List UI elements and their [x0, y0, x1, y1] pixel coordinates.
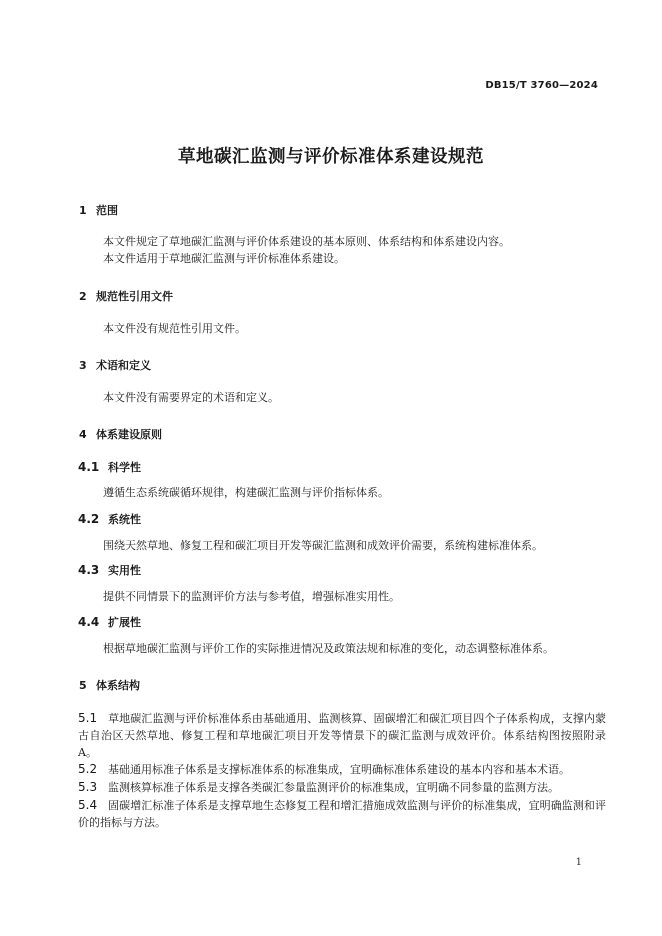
section-number: 4 [79, 428, 87, 441]
clause-5-2 [78, 761, 606, 778]
subsection-title: 系统性 [108, 513, 141, 526]
subsection-4-2-heading [78, 511, 141, 527]
section-3-heading [79, 357, 151, 373]
subsection-number: 4.2 [78, 512, 100, 526]
document-code: DB15/T 3760—2024 [485, 80, 598, 91]
page-number: 1 [575, 857, 582, 868]
subsection-title: 扩展性 [108, 616, 141, 629]
clause-5-1 [78, 710, 606, 761]
subsection-number: 4.3 [78, 563, 100, 577]
clause-text: 监测核算标准子体系是支撑各类碳汇参量监测评价的标准集成，宜明确不同参量的监测方法。 [108, 781, 559, 794]
section-number: 1 [79, 204, 87, 217]
section-number: 2 [79, 290, 87, 303]
subsection-4-4-heading [78, 614, 141, 630]
section-1-heading [79, 202, 118, 218]
subsection-4-3-heading [78, 562, 141, 578]
document-title: 草地碳汇监测与评价标准体系建设规范 [178, 147, 484, 167]
clause-5-4 [78, 797, 606, 831]
section-title: 规范性引用文件 [96, 290, 173, 303]
section-4-heading [79, 426, 162, 442]
subsection-number: 4.1 [78, 460, 100, 474]
section-title: 体系结构 [96, 679, 140, 692]
paragraph: 提供不同情景下的监测评价方法与参考值，增强标准实用性。 [103, 590, 400, 603]
paragraph: 本文件规定了草地碳汇监测与评价体系建设的基本原则、体系结构和体系建设内容。 [103, 235, 510, 248]
clause-number: 5.1 [78, 711, 98, 725]
subsection-number: 4.4 [78, 615, 100, 629]
section-title: 术语和定义 [96, 359, 151, 372]
subsection-4-1-heading [78, 459, 141, 475]
subsection-title: 实用性 [108, 564, 141, 577]
clause-number: 5.2 [78, 762, 98, 776]
paragraph: 本文件没有需要界定的术语和定义。 [103, 391, 279, 404]
paragraph: 本文件没有规范性引用文件。 [103, 322, 246, 335]
clause-number: 5.3 [78, 780, 98, 794]
clause-5-3 [78, 779, 606, 796]
section-2-heading [79, 288, 173, 304]
clause-text: 固碳增汇标准子体系是支撑草地生态修复工程和增汇措施成效监测与评价的标准集成，宜明确监测和评价的指标与方法。 [78, 799, 606, 829]
section-title: 体系建设原则 [96, 428, 162, 441]
clause-number: 5.4 [78, 798, 98, 812]
section-5-heading [79, 677, 140, 693]
section-number: 5 [79, 679, 87, 692]
clause-text: 草地碳汇监测与评价标准体系由基础通用、监测核算、固碳增汇和碳汇项目四个子体系构成，支撑内蒙古自治区天然草地、修复工程和草地碳汇项目开发等情景下的碳汇监测与成效评价。体系结构图按照附录 A。 [78, 712, 606, 759]
paragraph: 遵循生态系统碳循环规律，构建碳汇监测与评价指标体系。 [103, 486, 389, 499]
subsection-title: 科学性 [108, 461, 141, 474]
section-number: 3 [79, 359, 87, 372]
paragraph: 围绕天然草地、修复工程和碳汇项目开发等碳汇监测和成效评价需要，系统构建标准体系。 [103, 539, 543, 552]
paragraph: 根据草地碳汇监测与评价工作的实际推进情况及政策法规和标准的变化，动态调整标准体系。 [103, 642, 554, 655]
section-title: 范围 [96, 204, 118, 217]
clause-text: 基础通用标准子体系是支撑标准体系的标准集成，宜明确标准体系建设的基本内容和基本术语。 [108, 763, 570, 776]
paragraph: 本文件适用于草地碳汇监测与评价标准体系建设。 [103, 252, 345, 265]
